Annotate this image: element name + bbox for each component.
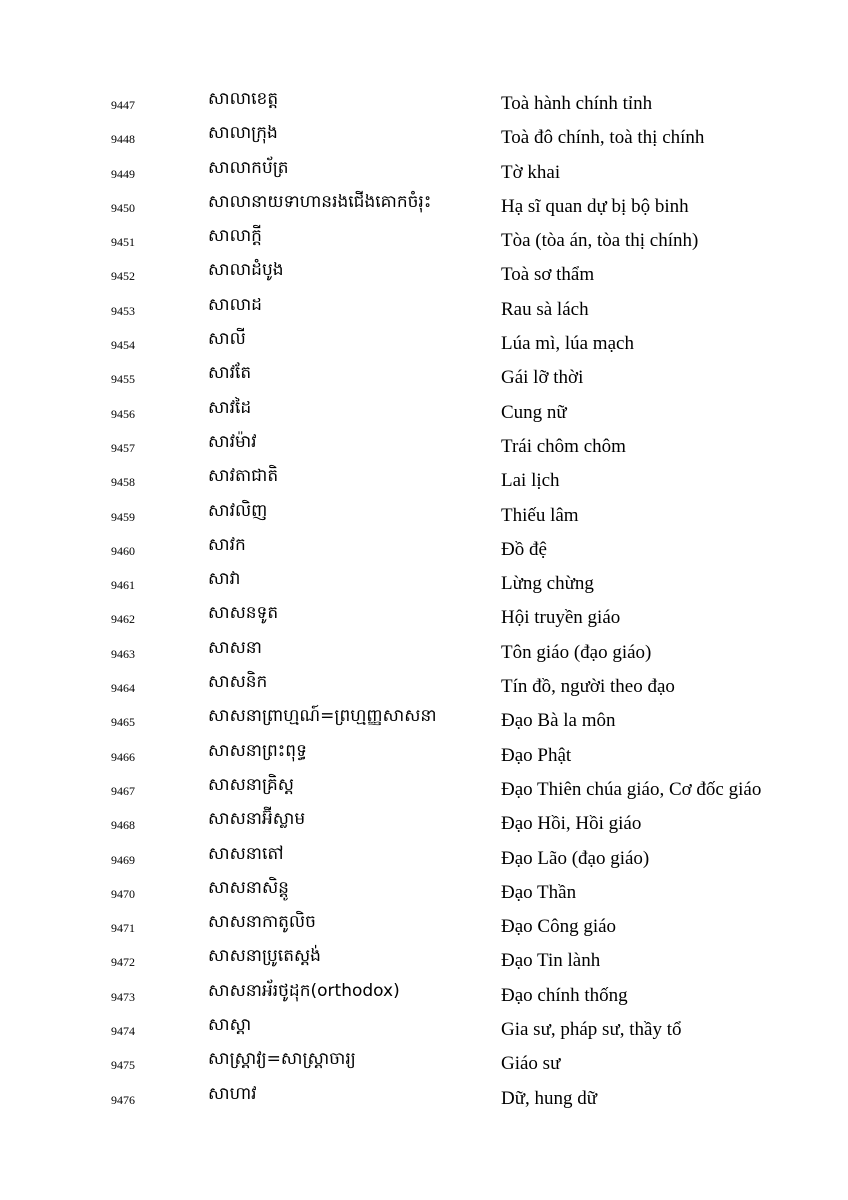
khmer-term: សាសនាអ៊ីស្លាម [208,809,306,830]
dictionary-entry [0,978,848,1012]
vietnamese-translation: Đạo Thần [501,881,577,903]
entry-number: 9474 [111,1024,135,1039]
vietnamese-translation: Đạo Tin lành [501,950,601,972]
entry-number: 9460 [111,543,135,558]
vietnamese-translation: Toà sơ thẩm [501,264,595,286]
entry-number: 9466 [111,749,135,764]
khmer-term: សាសនាតៅ [208,843,284,864]
khmer-term: សាសនាអ័រថូដុក(orthodox) [208,980,400,1001]
khmer-term: សាលាខេត្ត [208,89,279,109]
khmer-term: សាលី [208,329,246,350]
entry-list [0,86,848,1115]
khmer-term: សាវម៉ាវ [208,431,257,452]
dictionary-entry [0,360,848,394]
dictionary-entry [0,223,848,257]
vietnamese-translation: Đạo Lão (đạo giáo) [501,847,650,869]
khmer-term: សាលាដំបូង [208,260,284,281]
dictionary-entry [0,669,848,703]
khmer-term: សាសនាប្រូតេស្តង់ [208,946,321,967]
entry-number: 9448 [111,132,135,147]
dictionary-entry [0,772,848,806]
vietnamese-translation: Tòa (tòa án, tòa thị chính) [501,230,699,252]
khmer-term: សាវដៃ [208,397,252,418]
entry-number: 9458 [111,475,135,490]
khmer-term: សាសនិក [208,672,268,693]
khmer-term: សាសនទូត [208,603,279,624]
entry-number: 9462 [111,612,135,627]
vietnamese-translation: Toà hành chính tỉnh [501,93,653,114]
dictionary-entry [0,738,848,772]
vietnamese-translation: Gái lỡ thời [501,367,584,389]
khmer-term: សាវតែ [208,363,252,384]
vietnamese-translation: Lừng chừng [501,573,594,595]
vietnamese-translation: Đạo Bà la môn [501,710,616,732]
entry-number: 9470 [111,886,135,901]
entry-number: 9472 [111,955,135,970]
entry-number: 9447 [111,98,135,112]
dictionary-entry [0,86,848,120]
khmer-term: សាសនាគ្រិស្ត [208,774,294,795]
entry-number: 9473 [111,989,135,1004]
vietnamese-translation: Hạ sĩ quan dự bị bộ binh [501,195,689,217]
dictionary-entry [0,120,848,154]
khmer-term: សាលាកប័ត្រ [208,157,289,178]
vietnamese-translation: Trái chôm chôm [501,435,626,457]
dictionary-entry [0,292,848,326]
entry-number: 9468 [111,818,135,833]
khmer-term: សាសនាសិន្តូ [208,877,289,898]
vietnamese-translation: Tín đồ, người theo đạo [501,676,675,698]
entry-number: 9449 [111,166,135,181]
dictionary-entry [0,463,848,497]
khmer-term: សាលាក្រុង [208,123,278,144]
khmer-term: សាវា [208,569,241,590]
khmer-term: សាសនា [208,637,262,658]
dictionary-entry [0,395,848,429]
dictionary-entry [0,1046,848,1080]
dictionary-entry [0,703,848,737]
dictionary-entry [0,532,848,566]
vietnamese-translation: Đạo Hồi, Hồi giáo [501,813,642,835]
vietnamese-translation: Thiếu lâm [501,504,579,526]
dictionary-entry [0,155,848,189]
dictionary-entry [0,635,848,669]
entry-number: 9457 [111,440,135,455]
dictionary-entry [0,806,848,840]
entry-number: 9461 [111,578,135,593]
vietnamese-translation: Tờ khai [501,161,561,183]
dictionary-entry [0,600,848,634]
vietnamese-translation: Rau sà lách [501,298,589,320]
vietnamese-translation: Lai lịch [501,470,560,492]
vietnamese-translation: Đạo Thiên chúa giáo, Cơ đốc giáo [501,778,762,800]
dictionary-entry [0,498,848,532]
entry-number: 9476 [111,1092,135,1107]
entry-number: 9463 [111,646,135,661]
dictionary-entry [0,429,848,463]
khmer-term: សាស្ត្រាវ្យ=សាស្ត្រាចារ្យ [208,1049,356,1070]
vietnamese-translation: Toà đô chính, toà thị chính [501,127,705,149]
dictionary-entry [0,1012,848,1046]
khmer-term: សាសនាព្រះពុទ្ធ [208,740,307,761]
dictionary-entry [0,257,848,291]
entry-number: 9465 [111,715,135,730]
vietnamese-translation: Đồ đệ [501,538,547,560]
vietnamese-translation: Hội truyền giáo [501,607,621,629]
vietnamese-translation: Tôn giáo (đạo giáo) [501,641,652,663]
vietnamese-translation: Đạo Phật [501,744,572,766]
entry-number: 9464 [111,681,135,696]
vietnamese-translation: Cung nữ [501,401,567,423]
vietnamese-translation: Giáo sư [501,1053,561,1075]
entry-number: 9450 [111,200,135,215]
khmer-term: សាសនាកាតូលិច [208,912,316,933]
entry-number: 9459 [111,509,135,524]
dictionary-entry [0,189,848,223]
khmer-term: សាលាដ [208,294,262,315]
khmer-term: សាហាវ [208,1083,257,1104]
khmer-term: សាវក [208,534,246,555]
vietnamese-translation: Gia sư, pháp sư, thầy tổ [501,1019,682,1041]
entry-number: 9454 [111,338,135,353]
khmer-term: សាវតាជាតិ [208,466,279,487]
khmer-term: សាស្តា [208,1015,252,1036]
entry-number: 9475 [111,1058,135,1073]
entry-number: 9467 [111,783,135,798]
khmer-term: សាសនាព្រាហ្មណ៍=ព្រហ្មញ្ញសាសនា [208,706,437,727]
dictionary-entry [0,566,848,600]
dictionary-entry [0,1081,848,1115]
dictionary-entry [0,326,848,360]
entry-number: 9469 [111,852,135,867]
dictionary-entry [0,909,848,943]
dictionary-entry [0,841,848,875]
vietnamese-translation: Lúa mì, lúa mạch [501,333,634,355]
entry-number: 9471 [111,921,135,936]
entry-number: 9453 [111,303,135,318]
khmer-term: សាលានាយទាហានរងជើងគោកចំរុះ [208,191,432,212]
khmer-term: សាលាក្តី [208,226,262,247]
entry-number: 9451 [111,235,135,250]
entry-number: 9456 [111,406,135,421]
entry-number: 9452 [111,269,135,284]
vietnamese-translation: Đạo Công giáo [501,916,617,938]
dictionary-entry [0,875,848,909]
entry-number: 9455 [111,372,135,387]
vietnamese-translation: Dữ, hung dữ [501,1087,598,1109]
vietnamese-translation: Đạo chính thống [501,984,628,1006]
dictionary-entry [0,943,848,977]
khmer-term: សាវលិញ [208,500,268,521]
